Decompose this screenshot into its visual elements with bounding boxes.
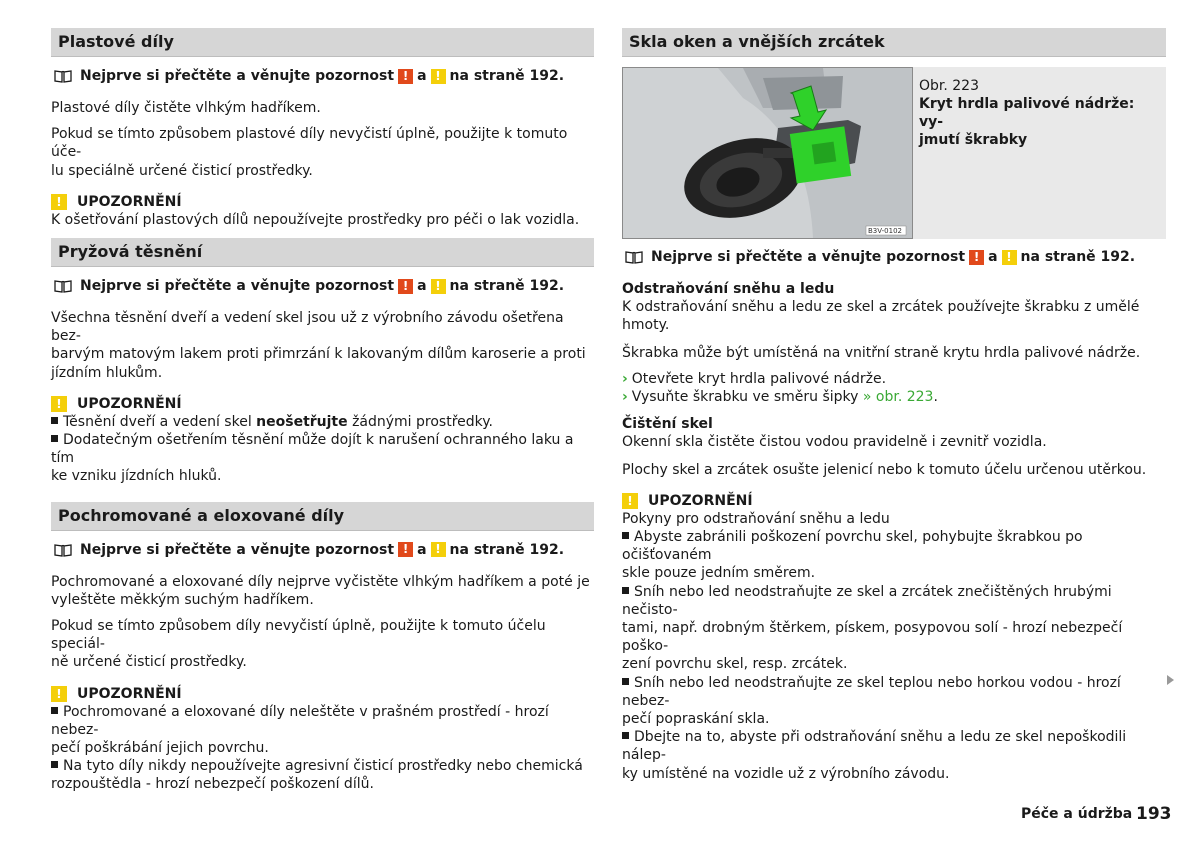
warning-red-icon[interactable]: ! bbox=[398, 69, 413, 84]
step-text: Vysuňte škrabku ve směru šipky bbox=[631, 389, 859, 406]
bullet-marker bbox=[51, 435, 58, 442]
paragraph: Škrabka může být umístěná na vnitřní straně krytu hrdla palivové nádrže. bbox=[622, 344, 1141, 361]
caution-heading bbox=[622, 492, 1166, 510]
caution-bullet bbox=[51, 431, 594, 467]
caution-bullet bbox=[51, 413, 594, 431]
paragraph: Všechna těsnění dveří a vedení skel jsou už z výrobního závodu ošetřena bez- bbox=[51, 310, 564, 345]
read-first-note bbox=[622, 248, 1166, 266]
read-first-note bbox=[51, 541, 594, 559]
warning-yellow-icon: ! bbox=[622, 493, 638, 509]
section-heading-pochromovane: Pochromované a eloxované díly bbox=[51, 502, 594, 531]
step-item bbox=[622, 370, 1166, 388]
read-first-conj: a bbox=[988, 249, 998, 265]
step-text-end: . bbox=[933, 389, 938, 406]
book-icon bbox=[54, 69, 72, 83]
paragraph: Pokud se tímto způsobem díly nevyčistí úplně, použijte k tomuto účelu speciál- bbox=[51, 618, 546, 653]
read-first-text: Nejprve si přečtěte a věnujte pozornost bbox=[80, 541, 395, 558]
caution-label: UPOZORNĚNÍ bbox=[648, 492, 753, 509]
caution-heading bbox=[51, 395, 594, 413]
caution-bullet bbox=[51, 757, 594, 775]
warning-yellow-icon: ! bbox=[51, 194, 67, 210]
bullet-marker bbox=[622, 678, 629, 685]
page-number: 193 bbox=[1136, 804, 1172, 824]
figure-title: Kryt hrdla palivové nádrže: vy- bbox=[919, 96, 1135, 130]
bullet-marker bbox=[622, 587, 629, 594]
bullet-marker bbox=[622, 732, 629, 739]
caution-label: UPOZORNĚNÍ bbox=[77, 193, 182, 210]
left-column bbox=[51, 28, 594, 794]
caution-bullet-cont: ky umístěné na vozidle už z výrobního závodu. bbox=[622, 765, 950, 782]
caution-bullet-cont: ke vzniku jízdních hluků. bbox=[51, 468, 222, 485]
read-first-note bbox=[51, 277, 594, 295]
read-first-note bbox=[51, 67, 594, 85]
warning-yellow-icon[interactable]: ! bbox=[431, 542, 446, 557]
bullet-text: Sníh nebo led neodstraňujte ze skel teplou nebo horkou vodou - hrozí nebez- bbox=[622, 674, 1121, 709]
paragraph: barvým matovým lakem proti přimrzání k lakovaným dílům karoserie a proti bbox=[51, 346, 586, 363]
caution-bullet bbox=[622, 583, 1166, 619]
warning-red-icon[interactable]: ! bbox=[398, 542, 413, 557]
warning-red-icon[interactable]: ! bbox=[398, 279, 413, 294]
paragraph: Okenní skla čistěte čistou vodou pravidelně i zevnitř vozidla. bbox=[622, 434, 1047, 451]
caution-bullet-cont: zení povrchu skel, resp. zrcátek. bbox=[622, 656, 848, 673]
subheading-clean: Čištění skel bbox=[622, 416, 713, 433]
warning-yellow-icon: ! bbox=[51, 396, 67, 412]
bullet-bold-text: neošetřujte bbox=[256, 413, 348, 430]
warning-yellow-icon: ! bbox=[51, 686, 67, 702]
continue-arrow-icon bbox=[1167, 675, 1174, 685]
warning-red-icon[interactable]: ! bbox=[969, 250, 984, 265]
step-item bbox=[622, 388, 1166, 406]
bullet-text: Dodatečným ošetřením těsnění může dojít k narušení ochranného laku a tím bbox=[51, 432, 574, 467]
figure-caption bbox=[913, 67, 1166, 239]
caution-text: K ošetřování plastových dílů nepoužívejte prostředky pro péči o lak vozidla. bbox=[51, 211, 580, 228]
read-first-text: Nejprve si přečtěte a věnujte pozornost bbox=[80, 68, 395, 84]
warning-yellow-icon[interactable]: ! bbox=[431, 69, 446, 84]
paragraph: jízdním hlukům. bbox=[51, 364, 163, 381]
footer-chapter-title: Péče a údržba bbox=[1021, 806, 1133, 822]
arrow-icon: › bbox=[622, 389, 628, 406]
book-icon bbox=[54, 279, 72, 293]
read-first-conj: a bbox=[417, 68, 427, 84]
step-text: Otevřete kryt hrdla palivové nádrže. bbox=[631, 370, 887, 387]
warning-yellow-icon[interactable]: ! bbox=[1002, 250, 1017, 265]
paragraph: ně určené čisticí prostředky. bbox=[51, 654, 247, 671]
bullet-text: Sníh nebo led neodstraňujte ze skel a zrcátek znečištěných hrubými nečisto- bbox=[622, 583, 1112, 618]
bullet-text: Dbejte na to, abyste při odstraňování sněhu a ledu ze skel nepoškodili nálep- bbox=[622, 729, 1127, 764]
caution-label: UPOZORNĚNÍ bbox=[77, 395, 182, 412]
caution-bullet bbox=[622, 728, 1166, 764]
paragraph: Pochromované a eloxované díly nejprve vyčistěte vlhkým hadříkem a poté je bbox=[51, 573, 590, 590]
caution-bullet bbox=[51, 703, 594, 739]
warning-yellow-icon[interactable]: ! bbox=[431, 279, 446, 294]
caution-bullet-cont: rozpouštědla - hrozí nebezpečí poškození dílů. bbox=[51, 776, 374, 793]
section-heading-pryzova: Pryžová těsnění bbox=[51, 238, 594, 267]
book-icon bbox=[54, 543, 72, 557]
read-first-page-ref[interactable]: na straně 192. bbox=[449, 278, 565, 295]
caution-label: UPOZORNĚNÍ bbox=[77, 685, 182, 702]
arrow-icon: › bbox=[622, 370, 628, 387]
fuel-flap-illustration bbox=[622, 67, 913, 239]
paragraph: hmoty. bbox=[622, 317, 670, 334]
subheading-snow: Odstraňování sněhu a ledu bbox=[622, 281, 835, 297]
caution-intro: Pokyny pro odstraňování sněhu a ledu bbox=[622, 510, 890, 527]
read-first-page-ref[interactable]: na straně 192. bbox=[449, 68, 565, 84]
book-icon bbox=[625, 250, 643, 264]
section-heading-plastove: Plastové díly bbox=[51, 28, 594, 57]
read-first-conj: a bbox=[417, 541, 427, 558]
paragraph: Plochy skel a zrcátek osušte jelenicí nebo k tomuto účelu určenou utěrkou. bbox=[622, 461, 1147, 478]
bullet-text: Pochromované a eloxované díly neleštěte v prašném prostředí - hrozí nebez- bbox=[51, 703, 549, 738]
paragraph: lu speciálně určené čisticí prostředky. bbox=[51, 162, 313, 179]
bullet-text: žádnými prostředky. bbox=[347, 413, 494, 430]
read-first-text: Nejprve si přečtěte a věnujte pozornost bbox=[651, 249, 966, 265]
read-first-text: Nejprve si přečtěte a věnujte pozornost bbox=[80, 278, 395, 295]
read-first-conj: a bbox=[417, 278, 427, 295]
figure-code: B3V-0102 bbox=[868, 227, 902, 235]
paragraph: Pokud se tímto způsobem plastové díly nevyčistí úplně, použijte k tomuto úče- bbox=[51, 126, 568, 161]
bullet-text: Těsnění dveří a vedení skel bbox=[63, 413, 257, 430]
caution-bullet-cont: skle pouze jedním směrem. bbox=[622, 565, 816, 582]
bullet-marker bbox=[51, 417, 58, 424]
figure-title: jmutí škrabky bbox=[919, 132, 1028, 148]
read-first-page-ref[interactable]: na straně 192. bbox=[1020, 249, 1136, 265]
read-first-page-ref[interactable]: na straně 192. bbox=[449, 541, 565, 558]
paragraph: vyleštěte měkkým suchým hadříkem. bbox=[51, 591, 314, 608]
caution-bullet bbox=[622, 528, 1166, 564]
figure-reference-link[interactable]: » obr. 223 bbox=[862, 389, 934, 406]
caution-bullet bbox=[622, 674, 1166, 710]
section-heading-skla: Skla oken a vnějších zrcátek bbox=[622, 28, 1166, 57]
bullet-marker bbox=[622, 532, 629, 539]
figure-number: Obr. 223 bbox=[919, 78, 979, 94]
caution-bullet-cont: pečí poškrábání jejich povrchu. bbox=[51, 740, 269, 757]
paragraph: Plastové díly čistěte vlhkým hadříkem. bbox=[51, 100, 321, 116]
bullet-marker bbox=[51, 761, 58, 768]
right-column bbox=[622, 28, 1166, 783]
caution-bullet-cont: tami, např. drobným štěrkem, pískem, posypovou solí - hrozí nebezpečí poško- bbox=[622, 620, 1123, 655]
figure-223 bbox=[622, 67, 1166, 239]
paragraph: K odstraňování sněhu a ledu ze skel a zrcátek používejte škrabku z umělé bbox=[622, 299, 1140, 316]
bullet-text: Na tyto díly nikdy nepoužívejte agresivní čisticí prostředky nebo chemická bbox=[63, 758, 583, 775]
caution-heading bbox=[51, 193, 594, 211]
bullet-marker bbox=[51, 707, 58, 714]
caution-bullet-cont: pečí popraskání skla. bbox=[622, 711, 770, 728]
caution-heading bbox=[51, 685, 594, 703]
fuel-flap-drawing bbox=[623, 68, 912, 238]
bullet-text: Abyste zabránili poškození povrchu skel, pohybujte škrabkou po očišťovaném bbox=[622, 529, 1083, 564]
